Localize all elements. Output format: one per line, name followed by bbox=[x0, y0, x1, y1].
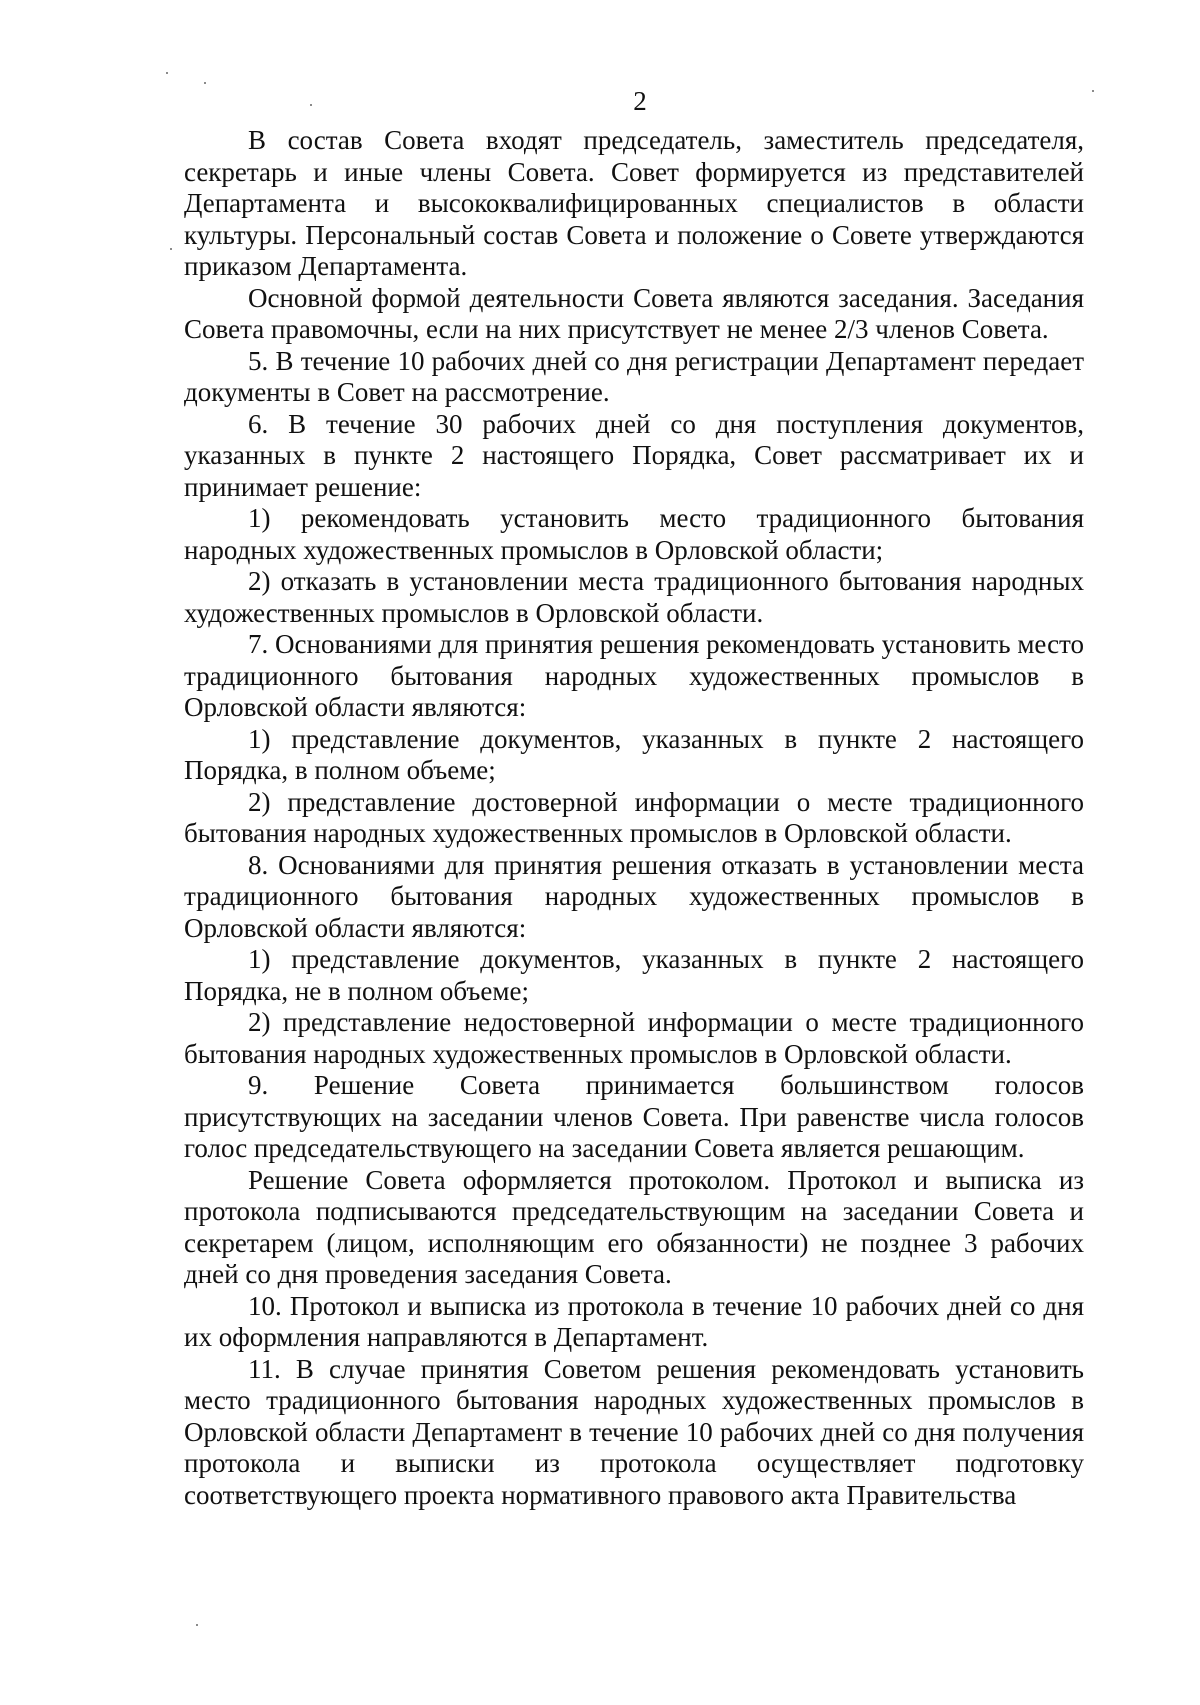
paragraph-item-10: 10. Протокол и выписка из протокола в течение 10 рабочих дней со дня их оформления направляются в Департамент. bbox=[184, 1290, 1084, 1352]
paragraph-council-meetings: Основной формой деятельности Совета являются заседания. Заседания Совета правомочны, если на них присутствует не менее 2/3 членов Совета. bbox=[184, 282, 1084, 344]
scan-speck bbox=[204, 82, 206, 84]
paragraph-item-9: 9. Решение Совета принимается большинством голосов присутствующих на заседании членов Совета. При равенстве числа голосов голос председательствующего на заседании Совета является решающим. bbox=[184, 1070, 1084, 1163]
paragraph-item-8: 8. Основаниями для принятия решения отказать в установлении места традиционного бытования народных художественных промыслов в Орловской области являются: bbox=[184, 849, 1084, 943]
paragraph-item-5: 5. В течение 10 рабочих дней со дня регистрации Департамент передает документы в Совет на рассмотрение. bbox=[184, 345, 1084, 407]
paragraph-item-8-2: 2) представление недостоверной информации о месте традиционного бытования народных художественных промыслов в Орловской области. bbox=[184, 1007, 1084, 1069]
paragraph-item-6: 6. В течение 30 рабочих дней со дня поступления документов, указанных в пункте 2 настоящего Порядка, Совет рассматривает их и принимает решение: bbox=[184, 408, 1084, 502]
scan-speck bbox=[310, 104, 312, 106]
paragraph-council-composition: В состав Совета входят председатель, заместитель председателя, секретарь и иные члены Совета. Совет формируется из представителей Департамента и высококвалифицированных специалистов в области культуры. Персональный состав Совета и положение о Совете утверждаются приказом Департамента. bbox=[184, 125, 1084, 281]
page-number: 2 bbox=[633, 86, 647, 116]
scan-speck bbox=[1092, 90, 1094, 92]
paragraph-item-6-2: 2) отказать в установлении места традиционного бытования народных художественных промыслов в Орловской области. bbox=[184, 566, 1084, 628]
paragraph-item-7-1: 1) представление документов, указанных в пункте 2 настоящего Порядка, в полном объеме; bbox=[184, 723, 1084, 785]
document-body bbox=[184, 125, 1084, 1511]
scan-speck bbox=[196, 1624, 198, 1626]
scan-speck bbox=[170, 248, 172, 250]
paragraph-item-8-1: 1) представление документов, указанных в пункте 2 настоящего Порядка, не в полном объеме; bbox=[184, 944, 1084, 1006]
paragraph-item-11: 11. В случае принятия Советом решения рекомендовать установить место традиционного бытования народных художественных промыслов в Орловской области Департамент в течение 10 рабочих дней со дня получения протокола и выписки из протокола осуществляет подготовку соответствующего проекта нормативного правового акта Правительства bbox=[184, 1353, 1084, 1510]
paragraph-item-6-1: 1) рекомендовать установить место традиционного бытования народных художественных промыслов в Орловской области; bbox=[184, 503, 1084, 565]
paragraph-item-7: 7. Основаниями для принятия решения рекомендовать установить место традиционного бытования народных художественных промыслов в Орловской области являются: bbox=[184, 629, 1084, 722]
paragraph-protocol: Решение Совета оформляется протоколом. Протокол и выписка из протокола подписываются председательствующим на заседании Совета и секретарем (лицом, исполняющим его обязанности) не позднее 3 рабочих дней со дня проведения заседания Совета. bbox=[184, 1164, 1084, 1289]
paragraph-item-7-2: 2) представление достоверной информации о месте традиционного бытования народных художественных промыслов в Орловской области. bbox=[184, 786, 1084, 848]
scan-speck bbox=[166, 72, 168, 74]
